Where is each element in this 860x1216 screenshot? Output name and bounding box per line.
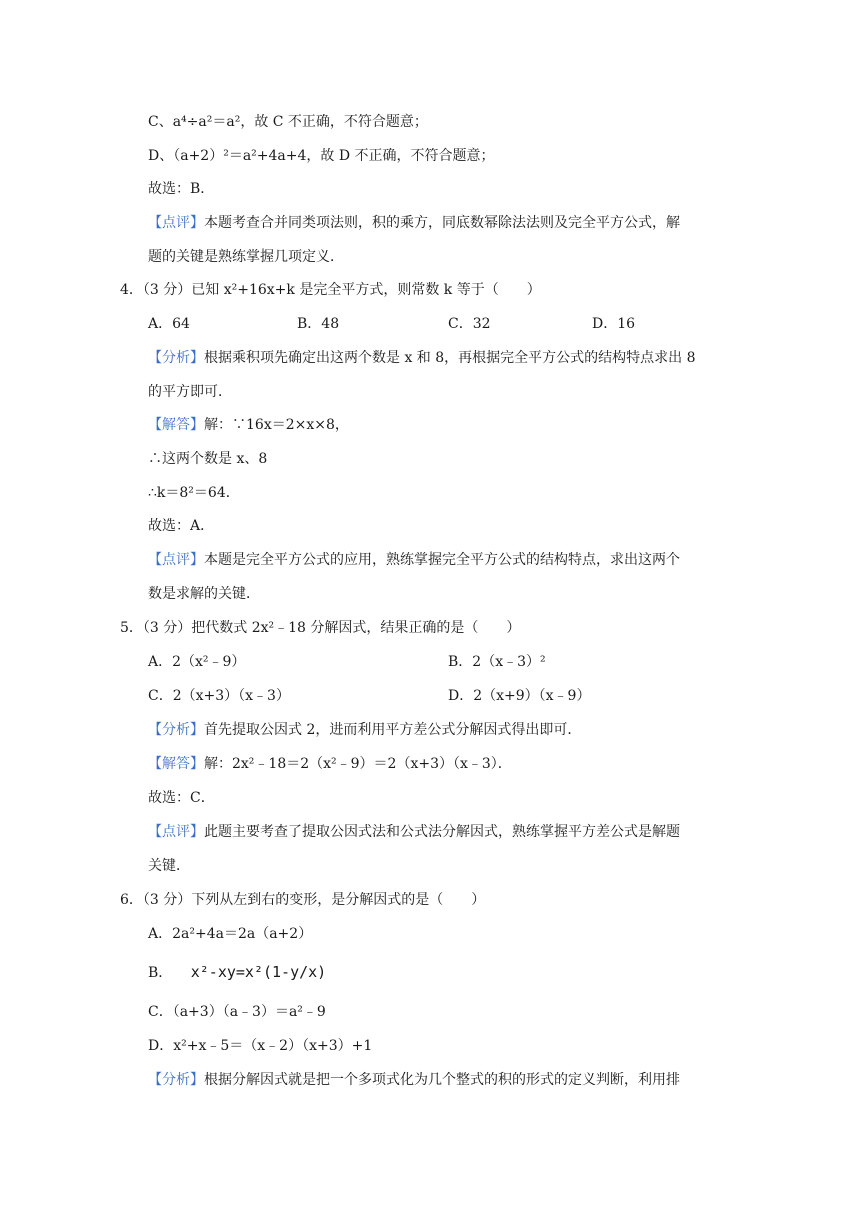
q5-review (148, 822, 680, 842)
q3-option-c-explanation: C、a⁴÷a²＝a²，故 C 不正确，不符合题意； (148, 114, 428, 130)
analysis-tag: 【分析】 (148, 1072, 204, 1088)
q5-stem: 5．（3 分）把代数式 2x²﹣18 分解因式，结果正确的是（ ） (120, 620, 521, 636)
q4-option-b: B．48 (297, 316, 340, 332)
q4-analysis-text-1: 根据乘积项先确定出这两个数是 x 和 8，再根据完全平方公式的结构特点求出 8 (204, 350, 696, 366)
q4-review-text-1: 本题是完全平方公式的应用，熟练掌握完全平方公式的结构特点，求出这两个 (204, 552, 680, 568)
q3-review-text-1: 本题考查合并同类项法则，积的乘方，同底数幂除法法则及完全平方公式，解 (204, 215, 680, 231)
q4-stem: 4．（3 分）已知 x²+16x+k 是完全平方式，则常数 k 等于（ ） (120, 282, 541, 298)
q5-option-c: C．2（x+3）（x﹣3） (148, 688, 290, 704)
review-tag: 【点评】 (148, 552, 204, 568)
q4-analysis (148, 348, 696, 368)
q4-review-text-2: 数是求解的关键． (148, 586, 260, 602)
review-tag: 【点评】 (148, 215, 204, 231)
q6-option-d: D．x²+x﹣5＝（x﹣2）（x+3）+1 (148, 1038, 373, 1054)
analysis-tag: 【分析】 (148, 722, 204, 738)
q4-option-d: D．16 (592, 316, 636, 332)
q4-option-a: A．64 (148, 316, 190, 332)
q5-review-text-2: 关键． (148, 858, 190, 874)
q6-option-c: C．（a+3）（a﹣3）＝a²﹣9 (148, 1004, 326, 1020)
q5-option-a: A．2（x²﹣9） (148, 654, 246, 670)
q3-option-d-explanation: D、（a+2）²＝a²+4a+4，故 D 不正确，不符合题意； (148, 148, 495, 164)
q6-stem: 6．（3 分）下列从左到右的变形，是分解因式的是（ ） (120, 892, 486, 908)
answer-tag: 【解答】 (148, 417, 204, 433)
q5-choice: 故选：C． (148, 790, 215, 806)
q4-option-c: C．32 (448, 316, 491, 332)
q6-option-b-label: B． (148, 965, 173, 981)
q4-answer-text-2: ∴这两个数是 x、8 (148, 451, 268, 467)
q5-analysis-text-1: 首先提取公因式 2，进而利用平方差公式分解因式得出即可． (204, 722, 582, 738)
q4-choice: 故选：A． (148, 518, 215, 534)
q4-review (148, 550, 680, 570)
q5-answer (148, 754, 512, 774)
q3-review-text-2: 题的关键是熟练掌握几项定义． (148, 249, 344, 265)
q6-analysis (148, 1070, 680, 1090)
q6-option-b-formula: x²-xy=x²(1-y/x) (190, 963, 327, 981)
review-tag: 【点评】 (148, 824, 204, 840)
q4-answer (148, 415, 349, 435)
q3-review (148, 213, 680, 233)
analysis-tag: 【分析】 (148, 350, 204, 366)
q3-choice: 故选：B． (148, 181, 215, 197)
q6-analysis-text-1: 根据分解因式就是把一个多项式化为几个整式的积的形式的定义判断，利用排 (204, 1072, 680, 1088)
q4-answer-text-1: 解：∵16x＝2×x×8， (204, 417, 349, 433)
q6-option-a: A．2a²+4a＝2a（a+2） (148, 926, 313, 942)
q4-analysis-text-2: 的平方即可． (148, 384, 232, 400)
q5-answer-text-1: 解：2x²﹣18＝2（x²﹣9）＝2（x+3）（x﹣3）． (204, 756, 512, 772)
q5-analysis (148, 720, 581, 740)
q5-option-d: D．2（x+9）（x﹣9） (448, 688, 591, 704)
q5-review-text-1: 此题主要考查了提取公因式法和公式法分解因式，熟练掌握平方差公式是解题 (204, 824, 680, 840)
q4-answer-text-3: ∴k＝8²＝64． (148, 485, 240, 501)
q5-option-b: B．2（x﹣3）² (448, 654, 546, 670)
answer-tag: 【解答】 (148, 756, 204, 772)
q6-option-b (148, 962, 326, 983)
